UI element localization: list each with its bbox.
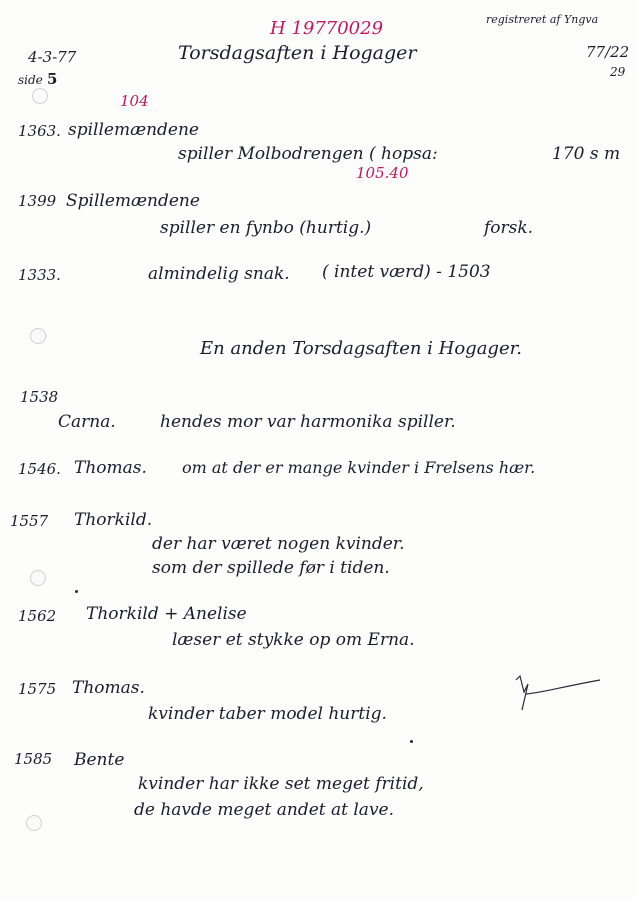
entry-line: om at der er mange kvinder i Frelsens hær. — [182, 458, 536, 477]
entry-line: læser et stykke op om Erna. — [172, 630, 415, 650]
entry-line: kvinder har ikke set meget fritid, — [138, 774, 424, 794]
counter-number: 1333. — [18, 266, 61, 284]
entry-line: de havde meget andet at lave. — [134, 800, 395, 820]
ink-dot — [410, 740, 413, 743]
entry-line: Spillemændene — [66, 191, 200, 211]
entry-line: Bente — [74, 750, 125, 770]
counter-number: 1546. — [18, 460, 61, 478]
ink-dot — [75, 590, 78, 593]
entry-line: Carna. — [58, 412, 116, 432]
red-note: 105.40 — [356, 164, 409, 182]
section-heading: En anden Torsdagsaften i Hogager. — [200, 338, 522, 359]
signature-scribble — [506, 670, 606, 714]
punch-hole — [32, 88, 48, 104]
counter-number: 1562 — [18, 607, 57, 625]
entry-line: spiller Molbodrengen ( hopsa: — [178, 144, 438, 164]
entry-line: spiller en fynbo (hurtig.) — [160, 218, 372, 238]
counter-number: 1575 — [18, 680, 57, 698]
counter-number: 1538 — [20, 388, 59, 406]
page-title: Torsdagsaften i Hogager — [178, 42, 417, 64]
punch-hole — [30, 328, 46, 344]
counter-number: 1557 — [10, 512, 49, 530]
entry-line: som der spillede før i tiden. — [152, 558, 390, 578]
registration-note: registreret af Yngva — [486, 13, 599, 26]
page-number: 5 — [47, 70, 58, 88]
entry-line: Thomas. — [74, 458, 147, 478]
entry-line: ( intet værd) - 1503 — [322, 262, 491, 282]
page-label: side — [18, 73, 43, 87]
date: 4-3-77 — [28, 48, 77, 66]
punch-hole — [26, 815, 42, 831]
entry-line: Thomas. — [72, 678, 145, 698]
entry-line: spillemændene — [68, 120, 199, 140]
counter-number: 1363. — [18, 122, 61, 140]
entry-line: forsk. — [484, 218, 534, 238]
punch-hole — [30, 570, 46, 586]
entry-line: almindelig snak. — [148, 264, 290, 284]
counter-number: 1585 — [14, 750, 53, 768]
entry-line: der har været nogen kvinder. — [152, 534, 405, 554]
entry-line: 170 s m — [552, 144, 621, 164]
counter-number: 1399 — [18, 192, 57, 210]
tape-ref-top: 77/22 — [586, 43, 630, 61]
entry-line: Thorkild. — [74, 510, 153, 530]
tape-ref-bottom: 29 — [610, 65, 626, 79]
entry-line: kvinder taber model hurtig. — [148, 704, 387, 724]
entry-line: hendes mor var harmonika spiller. — [160, 412, 456, 432]
entry-line: Thorkild + Anelise — [86, 604, 247, 624]
archive-number: H 19770029 — [270, 18, 384, 39]
red-note: 104 — [120, 92, 149, 110]
